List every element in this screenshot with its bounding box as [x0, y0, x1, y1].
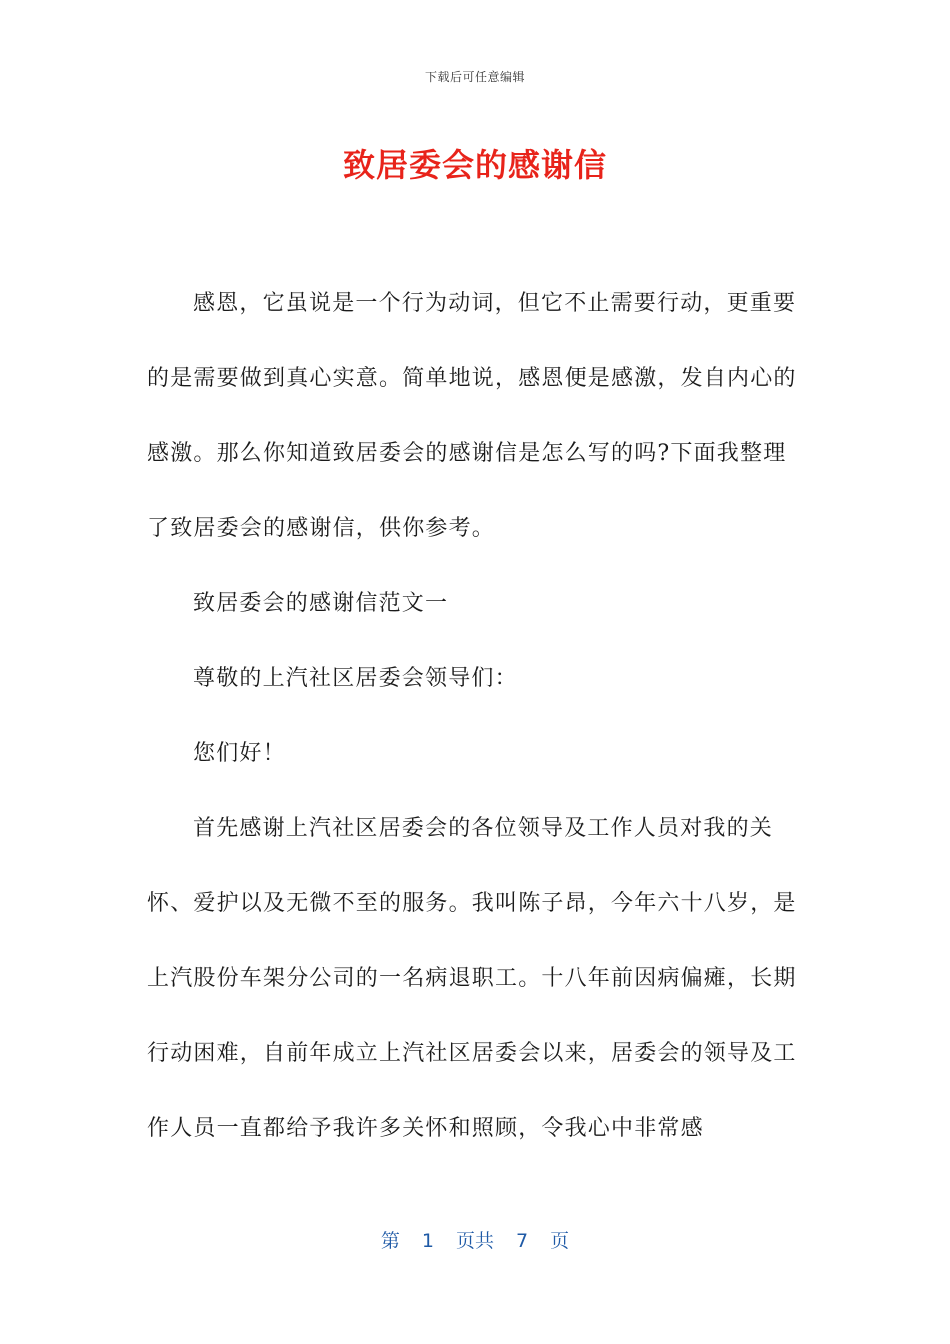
- footer-middle: 页共: [455, 1230, 494, 1252]
- header-note: 下载后可任意编辑: [424, 70, 525, 84]
- paragraph-body: 首先感谢上汽社区居委会的各位领导及工作人员对我的关怀、爱护以及无微不至的服务。我叫陈子昂，今年六十八岁，是上汽股份车架分公司的一名病退职工。十八年前因病偏瘫，长期行动困难，自前年成立上汽社区居委会以来，居委会的领导及工作人员一直都给予我许多关怀和照顾，令我心中非常感: [147, 816, 797, 1141]
- document-body: [147, 266, 807, 1166]
- document-title: 致居委会的感谢信: [342, 146, 607, 184]
- paragraph-greeting: 您们好！: [193, 741, 286, 766]
- footer-prefix: 第: [380, 1230, 400, 1252]
- page-footer: [0, 1226, 950, 1253]
- footer-current-page: 1: [421, 1230, 434, 1252]
- paragraph-salutation: 尊敬的上汽社区居委会领导们：: [193, 666, 518, 691]
- paragraph-sample-heading: 致居委会的感谢信范文一: [193, 591, 449, 616]
- footer-suffix: 页: [550, 1230, 570, 1252]
- footer-total-pages: 7: [516, 1230, 529, 1252]
- paragraph-intro: 感恩，它虽说是一个行为动词，但它不止需要行动，更重要的是需要做到真心实意。简单地说，感恩便是感激，发自内心的感激。那么你知道致居委会的感谢信是怎么写的吗?下面我整理了致居委会的感谢信，供你参考。: [147, 291, 797, 541]
